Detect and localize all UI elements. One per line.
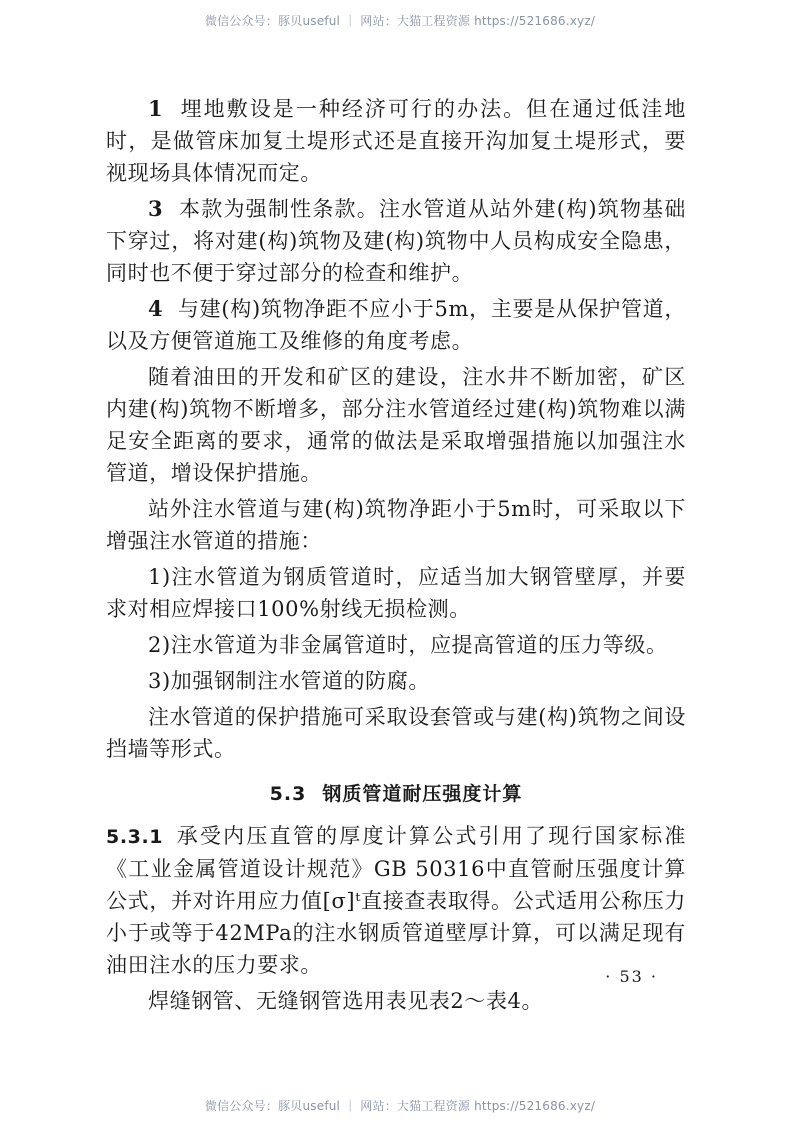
paragraph-item-3 (106, 193, 686, 289)
clause-number: 5.3.1 (106, 826, 164, 848)
paragraph: 焊缝钢管、无缝钢管选用表见表2～表4。 (148, 989, 544, 1013)
clause-text: 承受内压直管的厚度计算公式引用了现行国家标准《工业金属管道设计规范》GB 50316中直管耐压强度计算公式，并对许用应力值[σ]ᵗ直接查表取得。公式适用公称压力小于或等于42MPa的注水钢质管道壁厚计算，可以满足现有油田注水的压力要求。 (106, 824, 686, 977)
section-number: 5.3 (269, 783, 307, 805)
paragraph-item-1 (106, 93, 686, 189)
paragraph: 站外注水管道与建(构)筑物净距小于5m时，可采取以下增强注水管道的措施： (106, 497, 686, 553)
section-title: 钢质管道耐压强度计算 (322, 783, 523, 805)
section-heading (106, 779, 686, 806)
item-number: 4 (148, 296, 164, 321)
clause-paragraph (106, 820, 686, 981)
watermark-bottom: 微信公众号：豚贝useful ｜ 网站：大猫工程资源 https://521686.xyz/ (204, 1099, 596, 1113)
document-body (106, 93, 686, 1017)
page-number: · 53 · (605, 967, 658, 986)
paragraph-text: 本款为强制性条款。注水管道从站外建(构)筑物基础下穿过，将对建(构)筑物及建(构)筑物中人员构成安全隐患，同时也不便于穿过部分的检查和维护。 (106, 197, 686, 285)
paragraph-text: 与建(构)筑物净距不应小于5m，主要是从保护管道，以及方便管道施工及维修的角度考虑。 (106, 297, 686, 353)
item-number: 3 (148, 196, 164, 221)
watermark-top: 微信公众号：豚贝useful ｜ 网站：大猫工程资源 https://521686.xyz/ (204, 14, 596, 28)
item-number: 1 (148, 96, 164, 121)
paragraph-text: 埋地敷设是一种经济可行的办法。但在通过低洼地时，是做管床加复土堤形式还是直接开沟加复土堤形式，要视现场具体情况而定。 (106, 97, 686, 185)
paragraph-item-4 (106, 293, 686, 357)
paragraph: 注水管道的保护措施可采取设套管或与建(构)筑物之间设挡墙等形式。 (106, 705, 686, 761)
list-item: 3)加强钢制注水管道的防腐。 (148, 669, 430, 693)
paragraph: 随着油田的开发和矿区的建设，注水井不断加密，矿区内建(构)筑物不断增多，部分注水管道经过建(构)筑物难以满足安全距离的要求，通常的做法是采取增强措施以加强注水管道，增设保护措施。 (106, 365, 686, 485)
list-item: 1)注水管道为钢质管道时，应适当加大钢管壁厚，并要求对相应焊接口100%射线无损检测。 (106, 565, 686, 621)
list-item: 2)注水管道为非金属管道时，应提高管道的压力等级。 (148, 633, 668, 657)
